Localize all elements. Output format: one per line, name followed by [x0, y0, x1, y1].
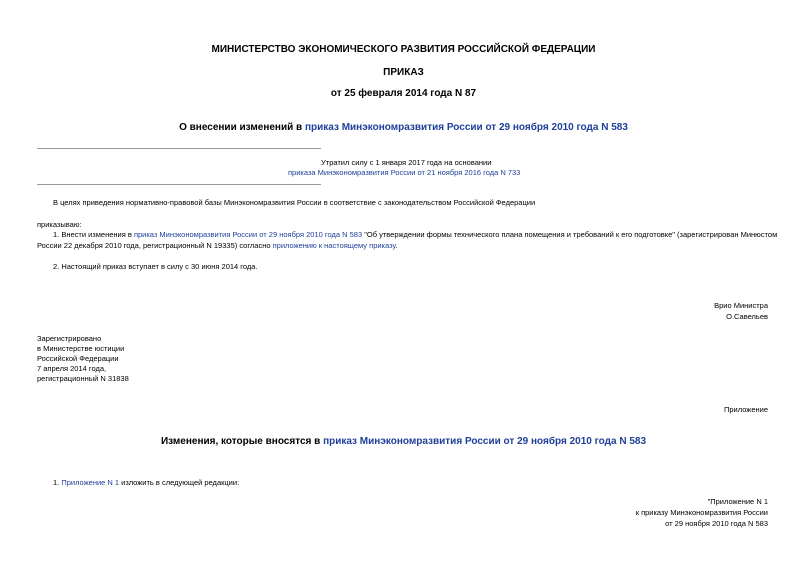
- registration-line-5: регистрационный N 31838: [37, 374, 129, 383]
- appendix-item1: [53, 477, 239, 488]
- registration-line-1: Зарегистрировано: [37, 334, 102, 343]
- notice-link[interactable]: приказа Минэкономразвития России от 21 ноября 2016 года N 733: [288, 168, 521, 177]
- item1-prefix: 1. Внести изменения в: [53, 230, 134, 239]
- item1-link-order[interactable]: приказ Минэкономразвития России от 29 ноября 2010 года N 583: [133, 230, 363, 239]
- item1-line2: [37, 240, 398, 251]
- appendix-heading-link[interactable]: приказ Минэкономразвития России от 29 ноября 2010 года N 583: [323, 436, 647, 447]
- notice-rule-top: [37, 148, 321, 149]
- notice-rule-bottom: [37, 184, 321, 185]
- registration-line-4: 7 апреля 2014 года,: [37, 364, 107, 373]
- title-link[interactable]: приказ Минэкономразвития России от 29 ноября 2010 года N 583: [304, 122, 628, 133]
- notice-line-1: Утратил силу с 1 января 2017 года на основании: [321, 158, 492, 167]
- item1-line2-suffix: .: [395, 241, 398, 250]
- quote-line-2: к приказу Минэкономразвития России: [635, 508, 768, 517]
- document-title: [0, 122, 807, 133]
- appendix-item1-suffix: изложить в следующей редакции:: [119, 478, 240, 487]
- item1-middle: "Об утверждении формы технического плана помещения и требований к его подготовке" (зарегистрирован Минюстом: [362, 230, 778, 239]
- item1-link-appendix[interactable]: приложению к настоящему приказу: [272, 241, 396, 250]
- appendix-item1-prefix: 1.: [53, 478, 62, 487]
- item1-line2-prefix: России 22 декабря 2010 года, регистрационный N 19335) согласно: [37, 241, 273, 250]
- registration-line-3: Российской Федерации: [37, 354, 119, 363]
- signature-name: О.Савельев: [726, 312, 768, 321]
- signature-position: Врио Министра: [714, 301, 768, 310]
- doc-type-heading: ПРИКАЗ: [383, 67, 424, 78]
- registration-line-2: в Министерстве юстиции: [37, 344, 125, 353]
- ministry-heading: МИНИСТЕРСТВО ЭКОНОМИЧЕСКОГО РАЗВИТИЯ РОССИЙСКОЙ ФЕДЕРАЦИИ: [211, 44, 596, 55]
- appendix-heading: [0, 436, 807, 447]
- preamble: В целях приведения нормативно-правовой базы Минэкономразвития России в соответствие с законодательством Российской Федерации: [53, 198, 536, 207]
- quote-line-1: "Приложение N 1: [707, 497, 768, 506]
- quote-line-3: от 29 ноября 2010 года N 583: [665, 519, 768, 528]
- doc-date-number: от 25 февраля 2014 года N 87: [330, 88, 477, 99]
- appendix-item1-link[interactable]: Приложение N 1: [61, 478, 120, 487]
- order-word: приказываю:: [37, 220, 82, 229]
- appendix-heading-prefix: Изменения, которые вносятся в: [160, 436, 324, 447]
- appendix-label: Приложение: [724, 405, 768, 414]
- title-prefix: О внесении изменений в: [179, 122, 305, 133]
- item1-line1: [53, 229, 777, 240]
- item2: 2. Настоящий приказ вступает в силу с 30 июня 2014 года.: [53, 262, 258, 271]
